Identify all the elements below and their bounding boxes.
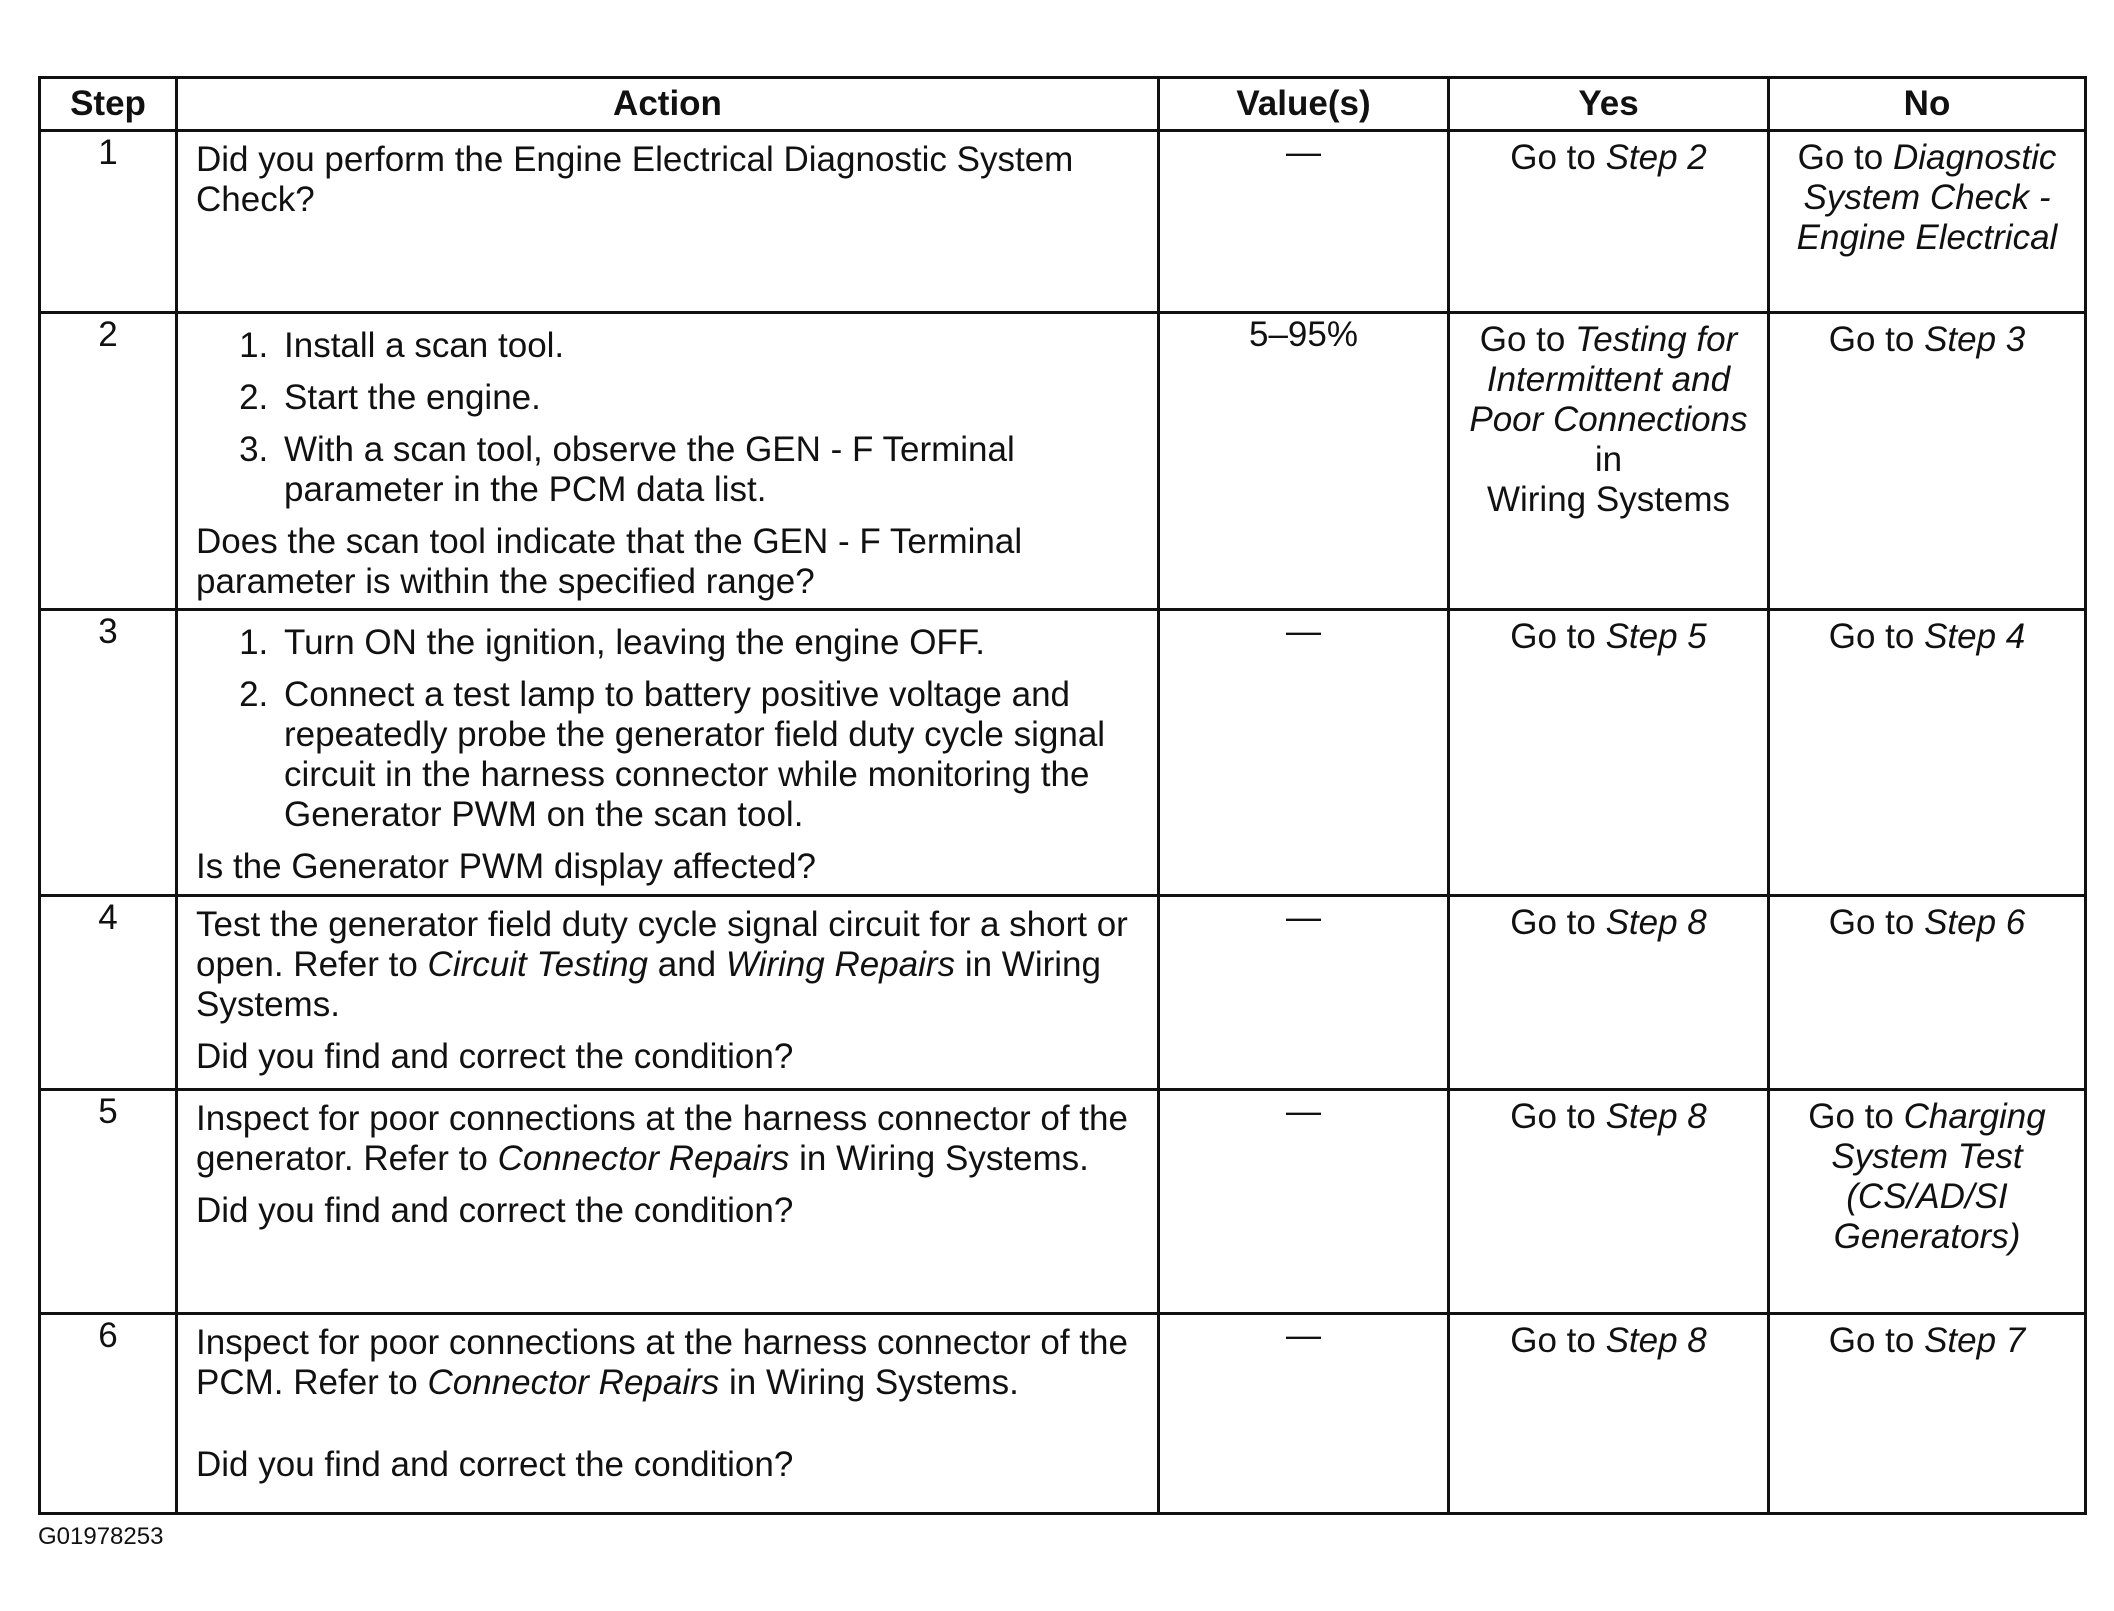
action-question: Did you find and correct the condition? [196, 1191, 794, 1230]
action-question: Is the Generator PWM display affected? [196, 847, 816, 886]
yes-link[interactable]: Step 5 [1605, 617, 1707, 656]
yes-cell[interactable] [1449, 1314, 1769, 1514]
action-question: Did you find and correct the condition? [196, 1037, 794, 1076]
action-list-item: 2. Connect a test lamp to battery positive voltage and repeatedly probe the generator field duty cycle signal circuit in the harness connector while monitoring the Generator PWM on the scan tool. [278, 675, 1143, 835]
yes-link[interactable]: Step 8 [1605, 1321, 1707, 1360]
header-yes: Yes [1449, 78, 1769, 131]
yes-prefix: Go to [1510, 903, 1596, 942]
no-link[interactable]: Step 7 [1924, 1321, 2026, 1360]
header-values: Value(s) [1159, 78, 1449, 131]
action-text: Inspect for poor connections at the harness connector of the generator. Refer to Connector Repairs in Wiring Systems. [196, 1099, 1128, 1178]
value-cell: — [1159, 1314, 1449, 1514]
header-row [40, 78, 2086, 131]
action-cell [177, 610, 1159, 896]
table-row [40, 131, 2086, 313]
no-cell[interactable] [1769, 610, 2086, 896]
yes-link[interactable]: Step 8 [1605, 1097, 1707, 1136]
table-row [40, 610, 2086, 896]
no-prefix: Go to [1828, 320, 1915, 359]
action-list [196, 623, 1143, 835]
no-prefix: Go to [1797, 138, 1884, 177]
action-cell [177, 313, 1159, 610]
diagnostic-table [38, 76, 2087, 1515]
figure-id: G01978253 [38, 1523, 164, 1550]
step-number: 1 [40, 131, 177, 313]
table-row [40, 896, 2086, 1090]
action-text: Inspect for poor connections at the harness connector of the PCM. Refer to Connector Repairs in Wiring Systems. [196, 1323, 1128, 1402]
reference-link[interactable]: Connector Repairs [427, 1363, 720, 1402]
yes-prefix: Go to [1510, 1321, 1596, 1360]
no-prefix: Go to [1828, 617, 1915, 656]
action-question: Did you find and correct the condition? [196, 1445, 794, 1484]
reference-link[interactable]: Wiring Repairs [725, 945, 956, 984]
header-no: No [1769, 78, 2086, 131]
value-cell: — [1159, 610, 1449, 896]
no-link[interactable]: Diagnostic System Check - Engine Electrical [1796, 138, 2058, 257]
yes-cell[interactable] [1449, 610, 1769, 896]
action-list [196, 326, 1143, 510]
reference-link[interactable]: Circuit Testing [427, 945, 649, 984]
no-link[interactable]: Step 4 [1924, 617, 2026, 656]
step-number: 2 [40, 313, 177, 610]
no-cell[interactable] [1769, 131, 2086, 313]
yes-cell[interactable] [1449, 896, 1769, 1090]
table-row [40, 313, 2086, 610]
action-text: Test the generator field duty cycle signal circuit for a short or open. Refer to Circuit Testing and Wiring Repairs in Wiring Systems. [196, 905, 1128, 1024]
action-cell [177, 131, 1159, 313]
action-cell [177, 1090, 1159, 1314]
yes-prefix: Go to [1510, 617, 1596, 656]
action-cell [177, 1314, 1159, 1514]
value-cell: — [1159, 131, 1449, 313]
no-link[interactable]: Charging System Test (CS/AD/SI Generators) [1831, 1097, 2046, 1256]
step-number: 5 [40, 1090, 177, 1314]
table-row [40, 1090, 2086, 1314]
action-list-item: 2. Start the engine. [278, 378, 1143, 418]
table-row [40, 1314, 2086, 1514]
no-link[interactable]: Step 6 [1924, 903, 2026, 942]
no-cell[interactable] [1769, 896, 2086, 1090]
header-step: Step [40, 78, 177, 131]
yes-link[interactable]: Testing for Intermittent and Poor Connections [1469, 320, 1748, 439]
yes-suffix: Wiring Systems [1486, 480, 1731, 519]
yes-cell[interactable] [1449, 1090, 1769, 1314]
no-cell[interactable] [1769, 1314, 2086, 1514]
no-prefix: Go to [1828, 1321, 1915, 1360]
no-prefix: Go to [1828, 903, 1915, 942]
no-link[interactable]: Step 3 [1924, 320, 2026, 359]
header-action: Action [177, 78, 1159, 131]
yes-link[interactable]: Step 2 [1605, 138, 1707, 177]
action-cell [177, 896, 1159, 1090]
diagnostic-document [38, 76, 2084, 1515]
action-question: Does the scan tool indicate that the GEN - F Terminal parameter is within the specified range? [196, 522, 1023, 601]
no-cell[interactable] [1769, 313, 2086, 610]
reference-link[interactable]: Connector Repairs [497, 1139, 790, 1178]
action-list-item: 3. With a scan tool, observe the GEN - F Terminal parameter in the PCM data list. [278, 430, 1143, 510]
value-cell: — [1159, 896, 1449, 1090]
value-cell: 5–95% [1159, 313, 1449, 610]
step-number: 6 [40, 1314, 177, 1514]
no-prefix: Go to [1808, 1097, 1894, 1136]
yes-prefix: Go to [1479, 320, 1566, 359]
action-list-item: 1. Install a scan tool. [278, 326, 1143, 366]
yes-suffix: in [1594, 440, 1623, 479]
action-text: Did you perform the Engine Electrical Diagnostic System Check? [196, 140, 1074, 219]
yes-prefix: Go to [1510, 138, 1596, 177]
action-list-item: 1. Turn ON the ignition, leaving the engine OFF. [278, 623, 1143, 663]
no-cell[interactable] [1769, 1090, 2086, 1314]
value-cell: — [1159, 1090, 1449, 1314]
yes-prefix: Go to [1510, 1097, 1596, 1136]
yes-cell[interactable] [1449, 131, 1769, 313]
yes-link[interactable]: Step 8 [1605, 903, 1707, 942]
yes-cell[interactable] [1449, 313, 1769, 610]
step-number: 4 [40, 896, 177, 1090]
step-number: 3 [40, 610, 177, 896]
